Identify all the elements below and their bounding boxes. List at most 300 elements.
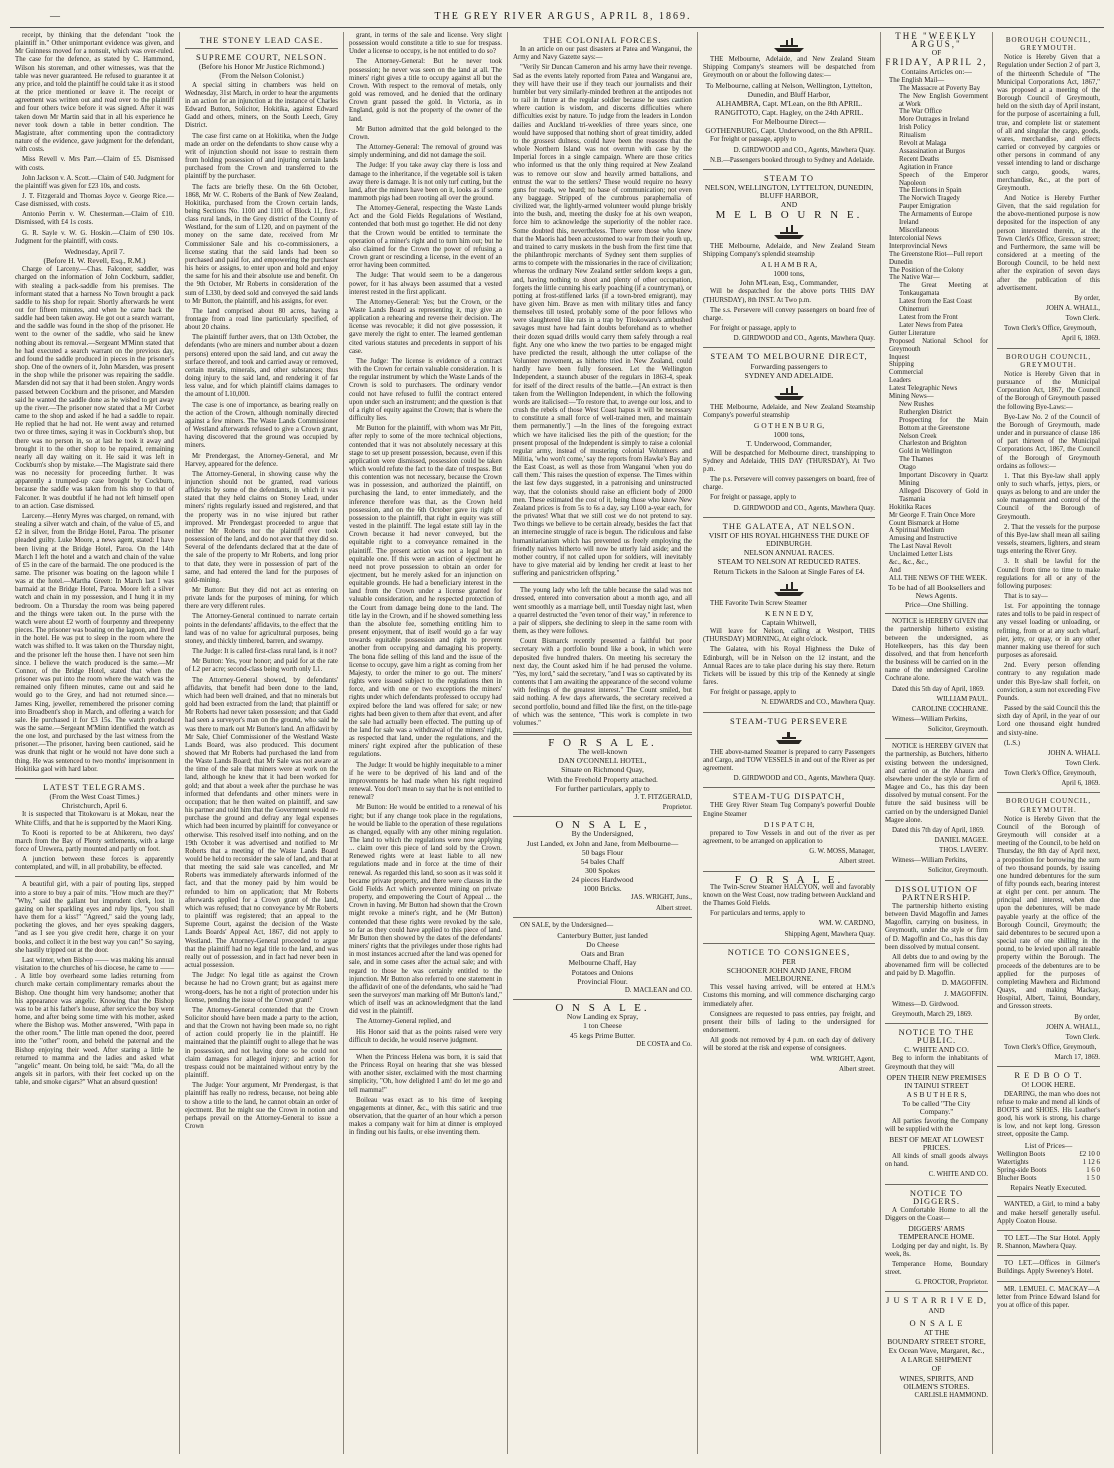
ad-heading: STEAM-TUG DISPATCH,: [732, 791, 846, 802]
article-heading: THE STONEY LEAD CASE.: [199, 35, 324, 45]
contents-item: The War Office: [899, 108, 942, 116]
ad-line: The s.s. Persevere will convey passengers on board free of charge.: [703, 306, 875, 322]
ad-line: A S B U T H E R S,: [906, 1090, 967, 1100]
ad-weekly-argus: [885, 32, 988, 609]
contents-item: Ireland: [899, 219, 919, 227]
ad-to-let: TO LET.—Offices in Gilmer's Buildings. Apply Sweeney's Hotel.: [997, 1260, 1100, 1276]
contents-item: Dunedin: [889, 258, 913, 266]
ad-signature: JAS. WRIGHT, Juns.,: [631, 894, 692, 902]
ad-heading: THE GALATEA, AT NELSON.: [722, 520, 856, 531]
ad-line: Town Clerk's Office, Greymouth,: [1004, 770, 1097, 778]
divider: [885, 613, 988, 614]
column-6b: [993, 32, 1104, 1454]
contents-item: Otago: [899, 464, 916, 472]
contents-item: Leaders: [889, 377, 911, 385]
divider: [703, 943, 875, 944]
ad-item: 50 bags Flour: [581, 847, 624, 857]
ad-council-debentures: [997, 797, 1100, 1062]
ad-maclean-sale: [513, 922, 692, 995]
contents-item: Agitation in France: [899, 163, 953, 171]
ad-notice-paul: [885, 618, 988, 734]
ad-line: T. Underwood, Commander,: [746, 439, 832, 449]
ad-line: Dated this 5th day of April, 1869.: [892, 685, 985, 693]
price-item: Watertights: [997, 1158, 1029, 1166]
contents-item: The Great Meeting at Tonkaugamata: [899, 282, 988, 298]
contents-item: Latest from the East Coast: [899, 298, 973, 306]
article-paragraph: The Attorney-General: The removal of ground was simply undermining, and did not damage the soil.: [349, 144, 502, 160]
price-row: [997, 1151, 1100, 1159]
divider: [885, 1291, 988, 1292]
price-list: [997, 1151, 1100, 1184]
ad-line: (L.S.): [1004, 739, 1021, 747]
contents-item: The Native War—: [889, 274, 940, 282]
contents-item: &c., &c., &c.,: [889, 559, 929, 567]
contents-item: The Elections in Spain: [899, 187, 962, 195]
article-paragraph: The Judge: It would be highly inequitable to a miner if he were to be deprived of his land and of the improvements he had made when his right required renewal. You don't mean to say that he is not entitled to renewal?: [349, 761, 502, 802]
ad-line: All debts due to and owing by the abovenamed firm will be collected and paid by D. Magoffin.: [885, 953, 988, 978]
ad-line: April 6, 1869.: [1061, 780, 1100, 788]
contents-item: Mining News—: [889, 393, 934, 401]
divider: [703, 347, 875, 348]
contents-item: New Rushes: [899, 400, 934, 408]
contents-item: Proposed National School for Greymouth: [889, 337, 988, 353]
masthead-title: THE GREY RIVER ARGUS, APRIL 8, 1869.: [434, 10, 692, 22]
ad-line: Will leave for Nelson, calling at Westport, THIS (THURSDAY) MORNING, At eight o'clock.: [703, 628, 875, 644]
steamship-icon: [772, 221, 806, 241]
ad-signature: THOS. LAVERY.: [939, 847, 988, 855]
ad-line: Town Clerk's Office, Greymouth,: [1004, 1043, 1097, 1051]
ad-item: 1 ton Cheese: [583, 1021, 622, 1031]
ad-line: DIGGERS' ARMS TEMPERANCE HOME.: [898, 1224, 975, 1242]
contents-item: Latest from the Front: [899, 313, 958, 321]
ad-just-arrived: [885, 1296, 988, 1400]
contents-item: Alleged Discovery of Gold in Tasmania: [899, 487, 988, 503]
article-paragraph: The case is one of importance, as bearing really on the action of the Crown, although nominally directed against a few miners. The Waste Lands Commissioner of Westland afterwards refused to give a Crown grant, having discovered that the ground was occupied by miners.: [185, 401, 338, 450]
article-paragraph: Mr Button: He would be entitled to a renewal of his right; but if any change took place in the regulations, he would be liable to the operation of these regulations as changed, equally with any other mining regulation. The land to which the regulations were now applying ... claim over this piece of land sold by the Crown. Renewed rights were at least liable to all new regulations made and in force at the time of their renewal. As regarded this land, so soon as it was sold it became private property, and there were clauses in the Gold Fields Act which prevented mining on private property, and empowering the Court of Appeal ... the Crown in having. Mr Button had shown that the Crown might revoke a miner's right, and he (Mr Button) contended that these rights were revoked by the sale, so far as they could have applied to this piece of land. Mr Button then showed by the dates of the defendants' miners' rights that the privileges under those rights had in most instances accrued after the land was opened for sale, and in some cases after the actual sale; and with regard to those he was certainly entitled to the injunction. Mr Button also referred to one statement in the affidavit of one of the defendants, who said he "had seen the surveyors' man marking off Mr Button's land," which of itself was an acknowledgment that the land did vest in the plaintiff.: [349, 804, 502, 1016]
ad-signature: DANIEL MAGEE.: [934, 837, 988, 844]
ad-gothenburg: [703, 352, 875, 512]
ad-line: Dated this 7th day of April, 1869.: [892, 826, 985, 834]
ad-line: NOTICE is HEREBY GIVEN that the partnership hitherto existing between the undersigned, as Hotelkeepers, has this day been dissolved, and that from henceforth the business will be carried on in the name of the undersigned Caroline Cochrane alone.: [885, 618, 988, 683]
ad-line: John M'Lean, Esq., Commander,: [739, 278, 839, 288]
ad-heading: BOROUGH COUNCIL, GREYMOUTH.: [1005, 36, 1092, 53]
article-paragraph: Charge of Larceny.—Chas. Falconer, saddler, was charged on the information of John Cockburn, saddler, with stealing a pack-saddle from his premises. The informant stated that a harness No Town brought a pack saddle to his shop for repair. Shortly afterwards he went out for fifteen minutes, and when he came back the saddle had been taken away. He got out a search warrant, and the saddle was found in the shop of the prisoner. He went to the owner of the saddle, who said he knew nothing about its removal.—Sergeant M'Minn stated that he had executed a search warrant on the previous day, and found the saddle produced in pieces in the prisoner's shop. One of the owners of it, John Marsden, was present in the shop while the prisoner was repairing the saddle. Marsden did not say that it had been stolen. Angry words passed between Cockburn and the prisoner, and Marsden said he wanted the saddle done as he wished to get away up the river.—The prisoner now stated that a Mr Corbet came to the shop and asked if he had a saddle to repair. He replied that he had not. He went away and returned two or three times, saying it was in Cockburn's shop, but there was no person in, so at last he took it away and brought it to the other shop to be repaired, remaining nearly all day waiting on it. He said it was left in Cockburn's shop by mistake.—The Magistrate said there was no necessity for proceeding further. It was apparently a trumped-up case brought by Cockburn, because the saddle was taken from his shop to that of Falconer. It was doubtful if he had not left himself open to an action. Case dismissed.: [15, 266, 174, 510]
ad-line: Repairs Neatly Executed.: [1010, 1183, 1087, 1193]
steam-tug-icon: [772, 727, 806, 747]
ad-line: By order,: [1074, 294, 1100, 302]
ad-line: DEARING, the man who does not refuse to make and mend all kinds of BOOTS and SHOES. His Leather's good, his work is strong, his charge is low, and not kept long. Gresson street, opposite the Camp.: [997, 1090, 1100, 1139]
divider: [703, 871, 875, 872]
article-paragraph: The facts are briefly these. On the 6th October, 1868, Mr W. C. Roberts of the Bank of New Zealand, Hokitika, purchased from the Crown certain lands, being Sections No. 1100 and 1101 of Block 11, first-class rural lands, in the Grey district of the County of Westland, for the sum of L120, and on payment of the money on the same date, received from Mr Commissioner Sale and his co-commissioners, a license stating that the said lands had been so purchased and paid for, and empowering the purchaser his heirs or assigns, to enter upon and hold and enjoy the same for his and their absolute use and benefit. On the 9th October, Mr Roberts in consideration of the sum of L330, by deed sold and conveyed the said lands to Mr Button, the plaintiff, and his assigns, for ever.: [185, 183, 338, 305]
ad-line: PER: [782, 956, 796, 966]
ad-line: Notice is Hereby Given that in pursuance of the Municipal Corporation Act, 1867, the Council of the Borough of Greymouth passed the following Bye-Laws:—: [997, 370, 1100, 411]
article-paragraph: When the Princess Helena was born, it is said that the Princess Royal on hearing that she was blessed with another sister, exclaimed with the most charming simplicity, "Oh, how delighted I am! do let me go and tell mamma!": [349, 1053, 502, 1094]
ad-line: List of Prices—: [1024, 1140, 1073, 1150]
ad-signature: Town Clerk.: [1065, 315, 1100, 323]
ad-item: Now Landing ex Spray,: [566, 1012, 639, 1022]
ad-heading: NOTICE TO DIGGERS.: [909, 1187, 964, 1206]
ad-signature: Proprietor.: [662, 804, 692, 812]
ad-signature: JOHN A. WHALL,: [1046, 305, 1100, 312]
contents-item: Prospecting for the Main Bottom at the Greenstone: [899, 416, 988, 432]
ad-ship-name: A L H A M B R A,: [761, 259, 817, 269]
article-subheading: SUPREME COURT, NELSON.: [196, 52, 327, 63]
contents-item: Interprovincial News: [889, 242, 948, 250]
contents-item: ALL THE NEWS OF THE WEEK.: [889, 574, 988, 582]
article-paragraph: The Attorney-General contended that the Crown Solicitor should have been made a party to the action, and that the Crown not having been made so, no right of action could properly lie in the plaintiff. He maintained that the plaintiff ought to allege that he was in possession, and not having done so he could not claim damages for alleged injury; and action for trespass could not be maintained without entry by the plaintiff.: [185, 1006, 338, 1080]
divider: [997, 1281, 1100, 1282]
ad-signature: Albert street.: [839, 858, 875, 866]
ad-line: Will be despatched for the above ports THIS DAY (THURSDAY), 8th INST. At Two p.m.: [703, 288, 875, 304]
contents-item: More Outrages in Ireland: [899, 116, 969, 124]
article-paragraph: The Judge: The license is evidence of a contract with the Crown for certain valuable consideration. It is the regular instrument by which the Waste Lands of the Crown is sold to purchasers. The ordinary vendor could not have refused to fulfil the contract entered upon under such an instrument; and the question is that of a right of equity against the Crown; that is where the difficulty lies.: [349, 357, 502, 423]
contents-item: Gutter Literature: [889, 329, 936, 337]
contents-item: Inquest: [889, 353, 910, 361]
column-3: [344, 32, 508, 1454]
ad-item: 45 kegs Prime Butter.: [570, 1030, 635, 1040]
contents-item: The Position of the Colony: [889, 266, 964, 274]
ad-signature: C. WHITE AND CO.: [928, 1171, 988, 1179]
article-paragraph: The Judge: It is called first-class rural land, is it not?: [192, 648, 337, 656]
ad-dissolution: [885, 885, 988, 1019]
ad-line: THE Melbourne, Adelaide, and New Zealand Steam Shipping Company's steamers will be despatched from Greymouth on or about the following dates:—: [703, 56, 875, 80]
price-row: [997, 1167, 1100, 1175]
ad-signature: D. GIRDWOOD and CO., Agents, Mawhera Quay.: [733, 146, 875, 154]
contents-item: Intercolonial News: [889, 234, 942, 242]
ad-line: SYDNEY AND ADELAIDE.: [744, 370, 834, 380]
ad-rule: 2nd. Every person offending contrary to any regulation made under this Bye-law shall forfeit, on conviction, a sum not exceeding Five Pounds.: [997, 662, 1100, 702]
contents-item: Speech of the Emperor Napoleon: [899, 171, 988, 187]
ad-council-byelaw: [997, 353, 1100, 789]
ad-heading: R E D B O O T.: [1014, 1070, 1083, 1081]
ad-line: Passed by the said Council this the sixth day of April, in the year of our Lord one thousand eight hundred and sixty-nine.: [997, 705, 1100, 737]
ad-line: C. WHITE AND CO.: [904, 1045, 969, 1055]
ad-signature: CAROLINE COCHRANE.: [911, 705, 988, 713]
article-paragraph: A beautiful girl, with a pair of pouting lips, stepped into a store to buy a pair of mits. "How much are they?" "Why," said the gallant but imprudent clerk, lost in gazing on her sparkling eyes and ruby lips, "you shall have them for a kiss!" "Agreed," said the young lady, pocketing the gloves, and her eyes speaking daggers, "and as I see you give credit here, charge it on your books, and collect it in the best way you can!" So saying, she hastily tripped out at the door.: [15, 881, 174, 954]
ad-heading: O N S A L E: [909, 1317, 964, 1328]
ad-line: RANGITOTO, Capt. Hagley, on the 24th APRIL.: [714, 107, 864, 117]
ad-line: Witness—William Perkins,: [892, 715, 968, 723]
divider: [703, 517, 875, 518]
ad-line: By the Undersigned,: [571, 829, 634, 839]
ad-line: Contains Articles on:—: [901, 66, 972, 76]
ad-line: For freight or passage, apply to: [710, 494, 797, 502]
ad-item: Melbourne Chaff, Hay: [568, 958, 637, 968]
ad-heading: DISSOLUTION OF PARTNERSHIP.: [894, 883, 979, 902]
article-paragraph: The young lady who left the table because the salad was not dressed, entered into conversation about a month ago, and all went smoothly as a marriage bell, until Tuesday night last, when a quarrel destructed the "even tenor of their way," in reference to a pair of slippers, she declining to sleep in the same room with them, as they were follows.: [513, 587, 692, 636]
ad-line: Just Landed, ex John and Jane, from Melbourne—: [526, 838, 679, 848]
ad-line: With the Freehold Property attached.: [547, 774, 658, 784]
ad-rule: That is to say—: [1004, 593, 1048, 600]
article-paragraph: Last winter, when Bishop —— was making his annual visitation to the churches of his diocese, he came to —— . A little boy overheard some ladies returning from church make certain complimentary remarks about the Bishop. One thought him very handsome; another that his appearance was angelic. Knowing that the Bishop was to be at his father's house, after service the boy went home, and after being some time with his mother, asked where the Bishop was. Mother answered, "With papa in the other room." The little man opened the door, peered into the "other" room, and beheld the paternal and the Bishop enjoying their weed. After staring a little he returned to mamma and the ladies and asked what "angelic" meant. On being told, he said: "Ma, do all the angels sit in parlors, with their feet cocked up on the table, and smoke cigars?" What an absurd question!: [15, 956, 174, 1087]
contents-item: The Greenstone Riot—Full report: [889, 250, 983, 258]
price-value: £2 10 0: [1079, 1150, 1100, 1158]
ad-galatea: [703, 522, 875, 708]
ad-signature: Town Clerk.: [1065, 1033, 1100, 1041]
ad-signature: JOHN A. WHALL: [1047, 749, 1100, 757]
ad-line: The Galatea, with his Royal Highness the Duke of Edinburgh, will be in Nelson on the 12 instant, and the Annual Races are to take place during his stay there. Return Tickets will be issued by this trip of the Kennedy at single fares.: [703, 646, 875, 687]
ad-line: AND: [928, 1305, 945, 1315]
ad-heading: NOTICE TO CONSIGNEES,: [727, 946, 851, 957]
ad-line: To be called "The City Company.": [902, 1099, 971, 1117]
ad-signature: Town Clerk.: [1065, 759, 1100, 767]
court-date: Wednesday, April 7.: [64, 246, 125, 256]
divider: [885, 1184, 988, 1185]
contents-item: A Spiritual Medium: [889, 527, 945, 535]
ad-heading: FRIDAY, APRIL 2,: [885, 57, 988, 68]
ad-to-let: TO LET.—The Star Hotel. Apply R. Shannon, Mawhera Quay.: [997, 1234, 1100, 1251]
divider: [15, 876, 174, 877]
ad-line: WINES, SPIRITS, AND OILMEN'S STORES.: [899, 1373, 974, 1391]
divider: [703, 169, 875, 170]
ad-signature: D. MACLEAN and CO.: [624, 986, 692, 994]
ad-line: Temperance Home, Boundary street.: [885, 1260, 988, 1277]
article-paragraph: The Judge: That would seem to be a dangerous power, for it has always been assumed that a vested interest rested in the first applicant.: [349, 272, 502, 296]
price-row: [997, 1175, 1100, 1183]
contents-item: Mr George F. Train Once More: [889, 511, 976, 519]
steamship-icon: [772, 382, 806, 402]
ad-line: Town Clerk's Office, Greymouth,: [1004, 325, 1097, 333]
ad-line: For freight or passage, apply to: [710, 689, 797, 697]
contents-item: The Thames: [899, 456, 934, 464]
ad-line: Notice is Hereby Given that a Regulation under Section 2 of part 3, of the thirteenth Schedule of "The Municipal Corporations Act, 1867," was proposed at a meeting of the Borough Council of Greymouth, held on the sixth day of April instant, for the purpose of ascertaining a full, true, and complete list or statement of all and singular the cargo, goods, wares, merchandise, and effects carried or conveyed by cargoies or other persons in command of any vessel intending to land or discharge such cargo, goods, wares, merchandise, &c., at the port of Greymouth.: [997, 54, 1100, 192]
contents-item: Shipping: [889, 361, 914, 369]
ad-signature: WM. W. CARDNO,: [818, 920, 875, 928]
price-item: Spring-side Boots: [997, 1167, 1047, 1174]
ad-line: Will be despatched for Melbourne direct, transhipping to Sydney and Adelaide, THIS DAY (THURSDAY), At Two p.m.: [703, 449, 875, 473]
article-paragraph: Boileau was exact as to his time of keeping engagements at dinner, &c., with this satiric and true observation, that the quarter of an hour which a person makes a company wait for him at dinner is employed in finding out his faults, or else inventing them.: [349, 1096, 502, 1137]
price-item: Blucher Boots: [997, 1175, 1037, 1183]
column-1: [10, 32, 180, 1454]
divider: [703, 712, 875, 713]
ad-line: The p.s. Persevere will convey passengers on board, free of charge.: [703, 476, 875, 492]
ad-persevere: [703, 717, 875, 784]
ad-item: 24 pieces Hardwood: [571, 875, 634, 885]
article-paragraph: Mr Prendergast, the Attorney-General, and Mr Harvey, appeared for the defence.: [185, 452, 338, 468]
ad-item: Oats and Bran: [581, 949, 624, 959]
article-paragraph: Mr Button: Yes, your honor; and paid for at the rate of L2 per acre; second-class being worth only L1.: [185, 658, 338, 674]
divider: [185, 48, 338, 49]
contents-item: Latest Telegraphic News: [889, 385, 958, 393]
ad-line: BEST OF MEAT AT LOWEST PRICES.: [889, 1134, 984, 1152]
ad-line: ALHAMBRA, Capt. M'Lean, on the 8th APRIL.: [715, 98, 863, 108]
ad-line: Greymouth, March 29, 1869.: [892, 1010, 973, 1018]
ad-line: OPEN THEIR NEW PREMISES IN TAINUI STREET: [886, 1072, 987, 1090]
article-paragraph: Antonio Perrin v. W. Chesterman.—Claim of £10. Dismissed, with £4 1s costs.: [15, 211, 174, 227]
ad-line: THE Melbourne, Adelaide, and New Zealand Steam Shipping Company's splendid steamship: [703, 242, 875, 258]
article-paragraph: A special sitting in chambers was held on Wednesday, 31st March, in order to hear the arguments in an action for an injunction at the instance of Charles Edward Button, Solicitor, Hokitika, against Edward Gadd and others, miners, on the South Leech, Grey District.: [185, 81, 338, 130]
article-paragraph: Mr Button: But they did not act as entering on private lands for the purposes of mining, for which there are very different rules.: [185, 587, 338, 611]
ad-signature: JOHN A. WHALL,: [1046, 1023, 1100, 1031]
contents-item: Amusing and Instructive: [889, 535, 958, 543]
ad-line: OF: [931, 48, 942, 58]
article-paragraph: The Attorney-General: Yes; but the Crown, or the Waste Lands Board as representing it, may give an application a rehearing and reverse their decision. The license was revocable; it did not give possession, it gave merely the right to enter. The learned gentleman cited various statutes and precedents in support of his case.: [349, 298, 502, 355]
article-paragraph: The Attorney-General replied, and: [356, 1018, 451, 1026]
ad-line: Notice is Hereby Given that the Council of the Borough of Greymouth will consider at a meeting of the Council, to be held on Thursday, the 8th day of April next, a proposition for borrowing the sum of two thousand pounds, by issuing one hundred debentures for the sum of fifty pounds each, bearing interest at eight per cent. per annum. The principal and interest, when due upon the debentures, will be made payable yearly at the office of the Borough Council, Greymouth; the said debentures to be secured upon a special rate of one shilling in the pound, to be levied upon all rateable property within the Borough. The proceeds of the debentures are to be applied for the purposes of completing Mawhera and Richmond Quays, and making Mackay, Hospital, Albert, Tainui, Boundary, and Gresson streets.: [997, 815, 1100, 1011]
ad-line: Situate on Richmond Quay,: [561, 765, 644, 775]
article-source: (From the Nelson Colonist.): [219, 71, 304, 81]
contents-list: [885, 77, 988, 583]
column-6: [881, 32, 1104, 1454]
article-paragraph: receipt, by thinking that the defendant "took the plaintiff in." Other unimportant evidence was given, and Mr Guinness moved for a nonsuit, which was over-ruled. The case for the defence, as stated by C. Hammond, Wilson his storeman, and other witnesses, was that the table was never guaranteed. He refused to guarantee it at any price, and told the plaintiff he could take it as it stood at the price mentioned or leave it. The receipt or agreement was written out and read over to the plaintiff and four others twice before it was signed. After it was taken down Mr Martin said that in all his experience he never took down a table in better condition. The Magistrate, after commenting upon the contradictory nature of the evidence, gave judgment for the defendant, with costs.: [15, 32, 174, 154]
contents-item: The Armaments of Europe: [899, 211, 973, 219]
ad-signature: G. PROCTOR, Proprietor.: [915, 1279, 988, 1287]
court-bench: (Before H. W. Revell, Esq., R.M.): [43, 256, 146, 266]
ad-heading: STEAM TO: [764, 172, 814, 183]
divider: [997, 1196, 1100, 1197]
ad-line: Ex Ocean Wave, Margaret, &c.,: [888, 1346, 985, 1356]
ad-signature: CARLISLE HAMMOND.: [914, 1391, 988, 1399]
ad-line: AT THE: [923, 1327, 950, 1337]
ad-line: For freight or passage, apply to: [710, 136, 797, 144]
divider: [15, 778, 174, 779]
ad-line: THE above-named Steamer is prepared to carry Passengers and Cargo, and TOW VESSELS in and out of the River as per agreement.: [703, 748, 875, 772]
ad-line: For freight or passage, apply to: [710, 325, 797, 333]
article-paragraph: The Attorney-General showed, by defendants' affidavits, that benefit had been done to the land, which had been well drained, and that no minerals but gold had been extracted from the land; that plaintiff or Mr Roberts had never taken possession; and that Gadd had seen a surveyor's man on the ground, who said he was there to mark out Mr Button's land. An affidavit by Mr Sale, Chief Commissioner of the Westland Waste Lands Board, was also produced. This document showed that Mr Roberts had purchased the land from the Waste Lands Board; that Mr Sale was not aware at the time of the sale that miners were at work on the land, although he knew that it had been worked for gold; and that about a week after the purchase he was informed that defendants and other miners were in occupation; that he then waited on plaintiff, and saw his partner and told him that the Government would re-purchase the ground and defray any legal expenses which had been incurred by plaintiff for conveyance or otherwise. This resolved itself into nothing, and on the 19th October it was advertised and notified to Mr Roberts that a meeting of the Waste Lands Board would be held to reconsider the sale of land, and that at that meeting the said sale was cancelled, and Mr Roberts was immediately afterwards informed of the fact, and that the money paid by him would be refunded to him on application; that Mr Roberts afterwards applied for a Crown grant of the land, which was refused; that no conveyance by Mr Roberts to plaintiff was registered; that an appeal to the Supreme Court, against the decision of the Waste Lands Boards' Appeal Act, 1867, did not apply to Westland. The Attorney-General proceeded to argue that the plaintiff had no legal title to the land, and was really out of possession, and in fact had never been in actual possession.: [185, 676, 338, 970]
ad-line: A LARGE SHIPMENT: [900, 1355, 973, 1365]
ad-line: Beg to inform the inhabitants of Greymouth that they will: [885, 1055, 988, 1071]
telegrams-place: Christchurch, April 6.: [61, 801, 128, 811]
ad-steamers: [703, 34, 875, 165]
ad-ship-name: K E N N E D Y,: [764, 608, 814, 618]
ad-heading: STEAM-TUG PERSEVERE: [730, 715, 848, 726]
contents-item: Ohinemuri: [899, 306, 929, 314]
article-paragraph: The Judge: No legal title as against the Crown because he had no Crown grant; but as against mere wrong-doers, has he not a right of protection under his license, pending the issue of the Crown grant?: [185, 972, 338, 1004]
ad-ship-name: G O T H E N B U R G,: [753, 421, 825, 431]
ad-heading: F O R S A L E.: [734, 873, 844, 886]
ad-line: DAN O'CONNELL HOTEL,: [558, 756, 647, 766]
contents-item: The English Mail—: [889, 76, 945, 84]
article-paragraph: The case first came on at Hokitika, when the Judge made an order on the defendants to show cause why a writ of injunction should not issue to restrain them from holding possession of and injuring certain lands purchased from the Crown and transferred to the plaintiff by the purchaser.: [185, 132, 338, 181]
article-paragraph: The plaintiff further avers, that on 13th October, the defendants (who are miners and number about a dozen persons) entered upon the said land, and cut away the surface thereof, and took and carried away or removed, certain metals, minerals, and other substances; thus doing injury to the said land, and rendering it of far less value, and for which plaintiff claims damages to the amount of L10,000.: [185, 334, 338, 399]
price-value: 1 12 6: [1082, 1158, 1100, 1166]
ad-line: AND: [780, 200, 798, 210]
ad-line: Lodging per day and night, 1s. By week, 8s.: [885, 1242, 988, 1258]
ad-signature: Albert street.: [839, 1065, 875, 1073]
contents-item: Irish Policy: [899, 124, 931, 132]
contents-item: Miscellaneous: [899, 227, 939, 234]
article-paragraph: A junction between these forces is apparently contemplated, and will, in all probability, be effected.: [15, 856, 174, 872]
contents-item: Hokitika Races: [889, 503, 932, 511]
article-paragraph: Larceny.—Henry Myres was charged, on remand, with stealing a silver watch and chain, of the value of £5, and £2 in silver, from the Bridge Hotel, Paroa. The prisoner pleaded guilty. Luke Moore, a news agent, stated: I have been living at the Bridge Hotel, Paroa. On the 14th March I left the hotel and a watch and chain of the value of £5 in the care of the barmaid. The one produced is the same. The prisoner was boating on the lagoon while I was at the hotel.—Martha Green: In March last I was barmaid at the Bridge Hotel, Paroa. Moore left a silver watch and chain in my possession, and I hung it in my bedroom. On a Thursday the room was being papered and the things were taken out. In the purse with the watch were about £2 worth of fourpenny and threepenny pieces. The prisoner was boating on the lagoon, and lived in the hotel. He was put to sleep in the room where the watch was shifted to. It was taken on the Thursday night, and the prisoner left the house then. I have not seen him since. I believe the watch produced is the same.—Mr Connor, of the Bridge Hotel, stated that when the prisoner was put into the room where the watch was the remained only fifteen minutes, came out and said he would go to the Grey, and had not returned since.—James King, jeweller, remembered the prisoner coming into Broadbent's shop in March, and offering a watch for sale. He purchased it for £3 15s. The watch produced was the same.—Sergeant M'Minn identified the watch as the one lost, and purchased by the last witness from the prisoner.—The prisoner, having been cautioned, said he was drunk that night or he would not have done such a thing. He was sentenced to two months' imprisonment in Hokitika gaol with hard labor.: [15, 512, 174, 773]
ad-rule: 2. That the vessels for the purpose of this Bye-law shall mean all sailing vessels, steamers, lighters, and steam tugs entering the River Grey.: [997, 523, 1100, 556]
ad-line: O! LOOK HERE.: [1021, 1080, 1076, 1090]
ad-line: For Melbourne Direct—: [752, 117, 826, 127]
ad-line: BOUNDARY STREET STORE,: [887, 1336, 986, 1346]
ad-line: Captain Whitwell,: [761, 617, 817, 627]
ad-signature: D. GIRDWOOD and CO., Agents, Mawhera Quay.: [733, 775, 875, 783]
contents-item: Count Bismarck at Home: [889, 519, 960, 527]
ad-diggers: [885, 1189, 988, 1288]
ad-line: prepared to Tow Vessels in and out of the river as per agreement, to be arranged on application to: [703, 829, 875, 846]
contents-item: The Massacre at Poverty Bay: [899, 84, 981, 92]
ad-item: Potatoes and Onions: [571, 967, 634, 977]
ad-signature: Shipping Agent, Mawhera Quay.: [784, 930, 875, 938]
ad-decosta-sale: [513, 1004, 692, 1049]
contents-item: Rutherglen District: [899, 408, 952, 416]
divider: [885, 880, 988, 881]
article-paragraph: grant, in terms of the sale and license. Very slight possession would constitute a title to sue for trespass. Under a license to occupy, is he not entitled to do so?: [349, 32, 502, 56]
ad-line: SCHOONER JOHN AND JANE, FROM MELBOURNE.: [726, 965, 852, 984]
telegrams-source: (From the West Coast Times.): [49, 792, 140, 802]
contents-item: Unclaimed Letter Lists: [889, 551, 953, 559]
ad-line: NOTICE is HEREBY GIVEN that the partnership, as Butchers, hitherto existing between the undersigned, and carried on at the Ahaura and elsewhere under the style or firm of Magee and Co., has this day been dissolved by mutual consent. For the future the said business will be carried on by the undersigned Daniel Magee alone.: [885, 743, 988, 824]
contents-item: Assassination at Burgos: [899, 147, 966, 155]
ad-line: 1000 tons,: [773, 430, 805, 440]
ad-line: The well-known: [577, 747, 628, 757]
contents-item: And: [889, 566, 901, 574]
ad-heading: O N S A L E.: [555, 1002, 650, 1015]
ad-line: GOTHENBURG, Capt. Underwood, on the 8th APRIL.: [705, 126, 873, 136]
ad-rule: 1. That this Bye-law shall apply only to such wharfs, jettys, piers, or quays as belong to and are under the sole management and control of the Council of the Borough of Greymouth.: [997, 472, 1100, 521]
ad-line: For particulars and terms, apply to: [710, 910, 805, 918]
ad-line: NELSON, WELLINGTON, LYTTELTON, DUNEDIN, BLUFF HARBOR,: [704, 183, 874, 201]
ad-line: THE Melbourne, Adelaide, and New Zealand Steamship Company's powerful steamship: [703, 403, 875, 419]
ad-heading: NOTICE TO THE PUBLIC.: [898, 1026, 975, 1046]
ad-heading: STEAM TO MELBOURNE DIRECT,: [710, 351, 868, 362]
ad-line: All parties favoring the Company will be supplied with the: [885, 1117, 988, 1133]
ad-hotel-sale: [513, 736, 692, 812]
ad-line: Consignees are requested to pass entries, pay freight, and present their bills of lading to the undersigned for endorsement.: [703, 1010, 875, 1035]
article-paragraph: Count Bismarck recently presented a faithful but poor secretary with a portfolio bound like a book, in which were deposited five hundred thalers. On meeting his secretary the next day, the Count asked him if he had perused the volume. "Yes, my lord," said the secretary, "and I was so captivated by its contents that I am awaiting the appearance of the second volume with feelings of the greatest interest." The Count smiled, but said nothing. A few days afterwards, the secretary received a second portfolio, bound and filled like the first, on the title-page of which was the sentence, "This work is complete in two volumes.": [513, 638, 692, 727]
divider: [513, 732, 692, 735]
columns: [10, 32, 1104, 1454]
ad-item: 54 bales Chaff: [580, 856, 625, 866]
ad-rule: 3. It shall be lawful for the Council from time to time to make regulations for all or any of the following purposes:: [997, 558, 1100, 590]
column-6a: [881, 32, 993, 1454]
ad-line: By order,: [1074, 1013, 1100, 1021]
contents-item: Later News from Patea: [899, 321, 963, 329]
ad-line: The Twin-Screw Steamer HALCYON, well and favorably known on the West Coast, now trading between Auckland and the Thames Gold Fields.: [703, 883, 875, 908]
article-paragraph: G. R. Sayle v. W. G. Hoskin.—Claim of £90 10s. Judgment for the plaintiff, with costs.: [15, 229, 174, 245]
ad-signature: G. W. MOSS, Manager,: [809, 848, 875, 856]
telegrams-heading: LATEST TELEGRAMS.: [43, 781, 146, 792]
article-paragraph: The Judge: Your argument, Mr Prendergast, is that plaintiff has really no redress, because, not being able to show a title to the land, he cannot obtain an order of ejectment. But he might sue the Crown in notion and perhaps prevail on the Attorney-General to issue a Crown: [185, 1082, 338, 1130]
article-paragraph: The Judge: If you take away clay there is loss and damage to the inheritance, if the vegetable soil is taken away there is damage. It is not only turf cutting, but the land, after the miners have been on it, looks as if some mammoth pigs had been rooting all over the ground.: [349, 162, 502, 202]
column-5: [698, 32, 881, 1454]
contents-item: The Last Naval Revolt: [889, 543, 952, 551]
article-paragraph: The Attorney-General, respecting the Waste Lands Act and the Gold Fields Regulations of Westland, contended that both must go together. He did not deny that the Crown would be entitled to terminate the operation of a miner's right and to turn him out; but he also claimed for the Crown the power of refusing a Crown grant or rescinding a license, in the event of an error having been committed.: [349, 205, 502, 270]
ad-line: All goods not removed by 4 p.m. on each day of delivery will be stored at the risk and expense of consignees.: [703, 1037, 875, 1053]
ad-line: All kinds of small goods always on hand.: [885, 1153, 988, 1169]
ad-line: This vessel having arrived, will be entered at H.M.'s Customs this morning, and will commence discharging cargo immediately after.: [703, 984, 875, 1008]
ad-signature: D. GIRDWOOD and CO., Agents, Mawhera Quay.: [733, 504, 875, 512]
divider: [513, 816, 692, 817]
ad-heading: BOROUGH COUNCIL, GREYMOUTH.: [1005, 352, 1092, 369]
ad-line: Return Tickets in the Saloon at Single Fares of £4.: [713, 566, 865, 576]
divider: [885, 1023, 988, 1024]
ad-line: Witness—D. Girdwood.: [892, 1000, 959, 1008]
steamship-icon: [772, 578, 806, 598]
ad-line: N.B.—Passengers booked through to Sydney and Adelaide.: [710, 156, 875, 164]
ad-signature: J. T. FITZGERALD,: [634, 793, 692, 801]
ad-line: Witness—William Perkins,: [892, 857, 968, 865]
ad-line: Solicitor, Greymouth.: [927, 726, 988, 734]
ad-public-notice: [885, 1028, 988, 1180]
ad-ship-name: D I S P A T C H,: [763, 819, 815, 829]
article-paragraph: "Verily Sir Duncan Cameron and his army have their revenge. Sad as the events lately reported from Patea and Wanganui are, they will have their use if they teach our journalists and their humbler but very similarly-minded brethren at the antipodes not to rail in future at the regular soldier because he uses caution where caution is wisdom, and discerns difficulties where difficulties exist by nature. To judge from the leaders in London dailies and Auckland tri-weeklies of three years since, one would have supposed that nothing short of great timidity, added to the grossest dulness, could have been the reasons that the whole Northern Island was not overrun with case by the Imperial forces in a single campaign. Where are those critics who informed us that the only thing required at New Zealand was to remove our slow and heavily armed battalions, and entrust the war to the settlers? These would require no heavy guns for roads, we heard; no base of communication; not even any baggage. Stripped of the cumbrous paraphernalia of civilized war, the lightly-armed volunteer would plunge briskly into the bush, and, meeting the dusky foe at his own weapon, force him to acknowledge the superiority of the nobler race. Some doubted this, nevertheless. There were those who knew that the Maoris had been accustomed to war from their youth up, and trained to carry muskets in the bush from the first time that the philanthropic merchants of Sydney sent them supplies of arms to compete with the missionaries in the race of civilization; whereas the ordinary New Zealand settler seldom keeps a gun, and, having nothing to shoot and plenty of other occupation, forgets the little cunning his early poaching (if a countryman), or potting at frost-stiffened larks (if a town-bred emigrant), may have given him. Brave as men with military titles and fancy themselves till tested, probably some of the poor fellows who were slaughtered like rats in a trap by Titokowaru's ambushed savages must have had faint doubts beforehand as to whether their dozen squad drills would carry them safely through a real fight. Any one who knew the two parties to be engaged might have predicted the result, although the utter collapse of the Volunteer movement, as hitherto tried in New Zealand, could hardly have been fully foreseen. Let the Wellington Independent, a staunch abuser of the regulars in 1863-4, speak for itself of the direct results of the battle.—[An extract is then taken from the Wellington Independent, in which the following words are italicised:—'To restore that, to avenge our loss, and to crush the rebels of those West Coast hapus it will be necessary to constitute a small force of well-trained men, and maintain them permanently.'] —In the lines of the foregoing extract which we have italicised lies the pith of the question; for the present proposal of the Independent is simply to raise a colonial regular army, instead of mustering colonial Volunteers and Militia, 'who won't come,' say the reports from Hawke's Bay and the East Coast, as well as those from Wanganui 'when you do call them.' This raises the question of expense. The Times within the last few days suggested, in a patronising and uninstructed way, that the colonists should raise an efficient body of 2000 men. These estimated the cost of it, being those who know New Zealand prices is from 5s to 6s a day, say L100 a-year each, for the privates! What that we still cost we do not pretend to say. Two things we believe to be certain already, besides the fact that an internecine struggle of race is begun. The ridiculous and false humanitarianism which has prevented us freely employing the friendly natives hitherto will now be utterly laid aside; and the mother country, if not called upon for soldiers, will inevitably have to give material aid by lending her credit at least to her suffering and panicstricken offspring.": [513, 64, 692, 578]
contents-item: The New English Government at Work: [899, 92, 988, 108]
ad-heading: O N S A L E,: [555, 819, 650, 832]
price-item: Wellington Boots: [997, 1150, 1046, 1158]
ad-item: Canterbury Butter, just landed: [557, 930, 648, 940]
ad-heading: F O R S A L E.: [548, 736, 657, 749]
article-paragraph: Miss Revell v. Mrs Parr.—Claim of £5. Dismissed with costs.: [15, 156, 174, 172]
article-heading: THE COLONIAL FORCES.: [543, 35, 662, 45]
article-paragraph: In an article on our past disasters at Patea and Wanganui, the Army and Navy Gazette says:—: [513, 46, 692, 62]
ad-line: And Notice is Hereby Further Given, that the said regulation for the above-mentioned purpose is now deposited for the inspection of any person interested therein, at the Town Clerk's Office, Gresson street; and Furthermore, the same will be considered at a meeting of the Borough Council, to be held next after the expiration of seven days after the publication of this advertisement.: [997, 194, 1100, 292]
ad-item: 300 Spokes: [585, 866, 620, 875]
